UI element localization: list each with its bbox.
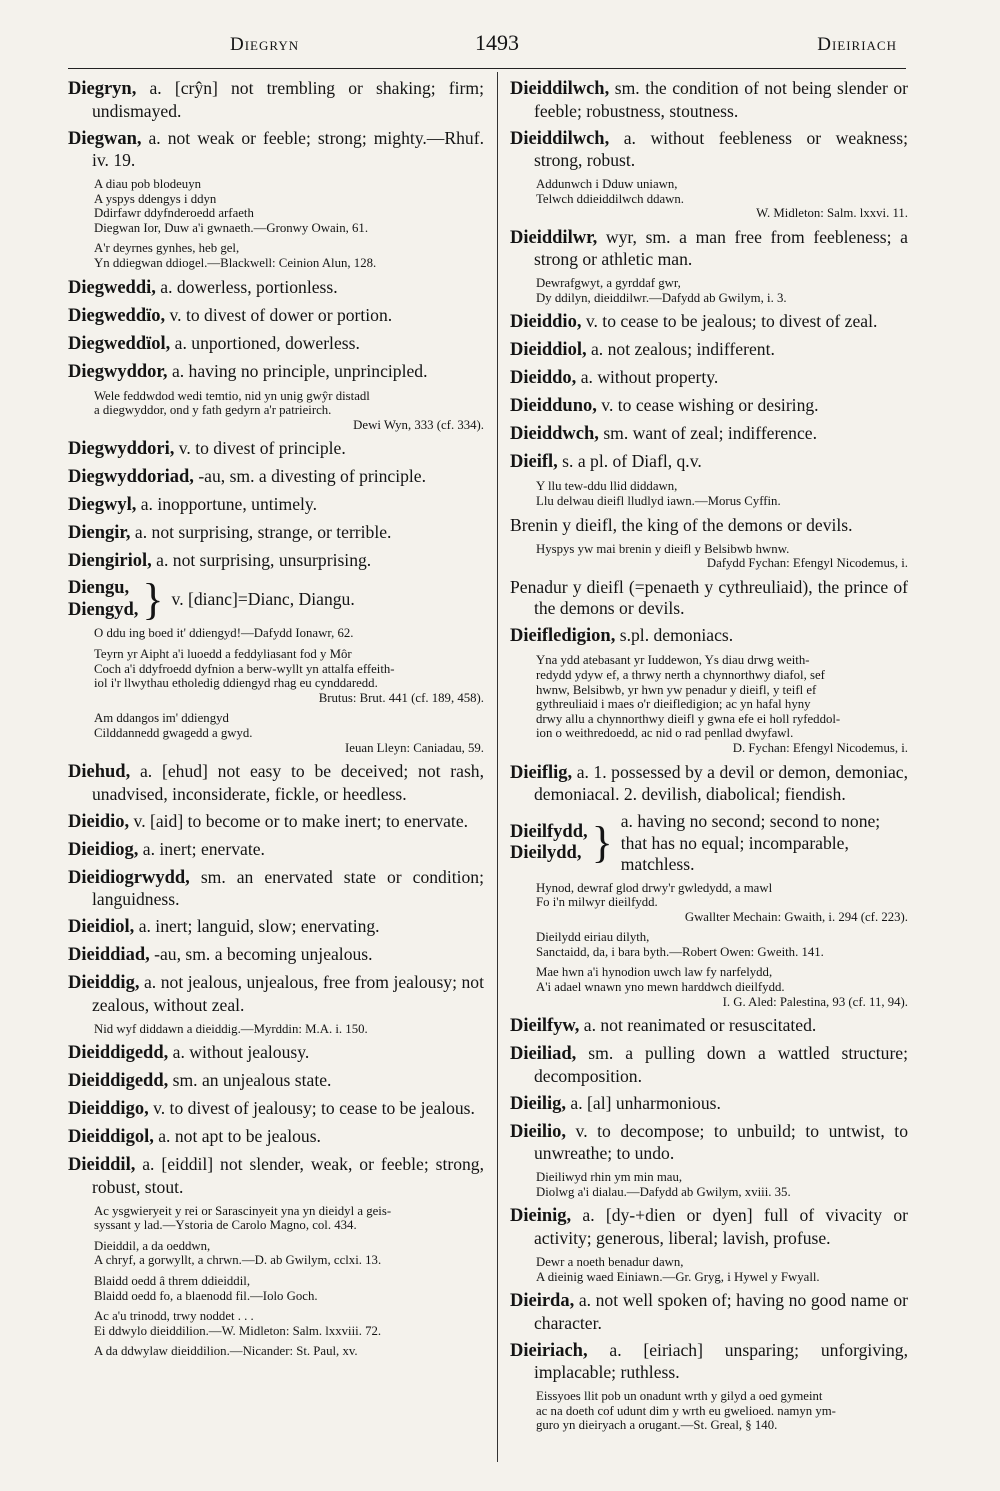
headword-group (510, 822, 588, 865)
quotation (536, 177, 908, 221)
definition: a. having no principle, unprincipled. (167, 360, 428, 381)
dictionary-entry (68, 438, 484, 461)
definition: a. unportioned, dowerless. (170, 332, 360, 353)
definition: a. without feebleness or weakness; strong, robust. (534, 127, 908, 170)
quotation-line: Ddirfawr ddyfnderoedd arfaeth (94, 206, 254, 221)
quotation-line: ac na doeth cof udunt dim y wrth eu gwelioed. namyn ym- (536, 1403, 836, 1418)
quotation-line: Yna ydd atebasant yr Iuddewon, Ys diau drwg weith- (536, 653, 810, 668)
headword: Dieiddio, (510, 312, 582, 333)
dictionary-entry (510, 339, 908, 362)
definition: a. [al] unharmonious. (566, 1092, 721, 1113)
definition: a. inert; languid, slow; enervating. (134, 916, 380, 937)
quotation (94, 241, 484, 270)
quotation (94, 389, 484, 433)
headword: Dieiddilwch, (510, 128, 610, 149)
quotation-source: D. Fychan: Efengyl Nicodemus, i. (732, 740, 908, 755)
definition: a. not apt to be jealous. (153, 1126, 321, 1147)
definition: -au, sm. a divesting of principle. (193, 466, 427, 487)
quotation-line: ion o weithredoedd, ac nid o rad penllad dwyfawl. (536, 726, 794, 741)
right-column (510, 78, 908, 1439)
definition: v. [dianc]=Dianc, Diangu. (171, 589, 355, 610)
quotation (536, 479, 908, 508)
quotation-line: Eissyoes llit pob un onadunt wrth y gilyd a oed gymeint (536, 1389, 823, 1404)
quotation-source: A dieinig waed Einiawn.—Gr. Gryg, i Hywel y Fwyall. (536, 1269, 820, 1284)
quotation-line: redydd ydyw ef, a thrwy nerth a chynnorthwy diafol, sef (536, 667, 825, 682)
quotation (536, 542, 908, 571)
headword: Dieidiol, (68, 917, 135, 938)
definition: a. not surprising, strange, or terrible. (130, 522, 392, 543)
dictionary-entry (510, 1015, 908, 1038)
headword: Dieirda, (510, 1291, 575, 1312)
dictionary-entry (68, 811, 484, 834)
quotation-source: Llu delwau dieifl lludlyd iawn.—Morus Cyffin. (536, 494, 781, 509)
quotation (94, 647, 484, 705)
definition: a. [crŷn] not trembling or shaking; firm; undismayed. (92, 78, 484, 121)
headword: Diegweddïol, (68, 333, 171, 354)
definition: a. [ehud] not easy to be deceived; not rash, unadvised, inconsiderate, fickle, or heedless. (92, 761, 484, 804)
quotation-source: I. G. Aled: Palestina, 93 (cf. 11, 94). (722, 994, 908, 1009)
headword: Diegwyddoriad, (68, 467, 194, 488)
dictionary-entry (68, 1042, 484, 1065)
headword: Dieifledigion, (510, 626, 616, 647)
dictionary-entry (68, 972, 484, 1016)
headword: Dieilig, (510, 1093, 567, 1114)
left-column (68, 78, 484, 1365)
definition: a. inert; enervate. (138, 838, 265, 859)
quotation-source: syssant y lad.—Ystoria de Carolo Magno, col. 434. (94, 1218, 357, 1233)
quotation (94, 1344, 484, 1359)
definition: a. without property. (576, 367, 719, 388)
quotation (94, 177, 484, 235)
definition: a. [eiddil] not slender, weak, or feeble; strong, robust, stout. (92, 1154, 484, 1197)
quotation-line: A'r deyrnes gynhes, heb gel, (94, 241, 240, 256)
quotation-line: A yspys ddengys i ddyn (94, 191, 217, 206)
quotation-line: Hyspys yw mai brenin y dieifl y Belsibwb hwnw. (536, 541, 790, 556)
dictionary-entry (510, 227, 908, 271)
definition: wyr, sm. a man free from feebleness; a strong or athletic man. (534, 226, 908, 270)
definition: a. [eiriach] unsparing; unforgiving, implacable; ruthless. (534, 1339, 908, 1383)
quotation-line: Teyrn yr Aipht a'i luoedd a feddyliasant fod y Môr (94, 646, 352, 661)
headword: Dieiddigedd, (68, 1071, 169, 1092)
dictionary-entry (68, 944, 484, 967)
quotation-source: Brutus: Brut. 441 (cf. 189, 458). (318, 690, 484, 705)
dictionary-entry (68, 361, 484, 384)
headword: Diegwyddor, (68, 361, 168, 382)
quotation-line: Y llu tew-ddu llid diddawn, (536, 479, 678, 494)
headword: Diegwyl, (68, 495, 137, 516)
quotation-line: Fo i'n milwyr dieilfydd. (536, 895, 658, 910)
definition: s.pl. demoniacs. (615, 625, 734, 646)
quotation-source: Ei ddwylo dieiddilion.—W. Midleton: Salm. lxxviii. 72. (94, 1323, 382, 1338)
quotation-line: drwy allu a chynnorthwy dieifl y gwna efe ei holl ryfeddol- (536, 711, 841, 726)
dictionary-entry (510, 128, 908, 172)
headword: Diegweddïo, (68, 305, 166, 326)
quotation-line: Coch a'i ddyfroedd dyfnion a berw-wyllt yn attalfa effeith- (94, 661, 395, 676)
dictionary-entry (510, 367, 908, 390)
headword: Diengyd, (68, 599, 139, 620)
definition: a. inopportune, untimely. (136, 494, 317, 515)
dictionary-entry (510, 625, 908, 648)
headword: Dieiddigol, (68, 1127, 154, 1148)
header-last-word: Dieiriach (817, 34, 897, 55)
brace-glyph: } (142, 574, 164, 624)
definition: v. to cease wishing or desiring. (596, 395, 819, 416)
quotation-source: W. Midleton: Salm. lxxvi. 11. (756, 206, 908, 221)
dictionary-entry (68, 916, 484, 939)
dictionary-entry (68, 839, 484, 862)
quotation-line: Dieiliwyd rhin ym min mau, (536, 1170, 683, 1185)
dictionary-entry (510, 762, 908, 806)
quotation-source: Yn ddiegwan ddiogel.—Blackwell: Ceinion Alun, 128. (94, 255, 377, 270)
quotation (94, 1239, 484, 1268)
dictionary-entry (510, 395, 908, 418)
header-rule (68, 68, 906, 69)
dictionary-entry (510, 1093, 908, 1116)
dictionary-entry (68, 333, 484, 356)
quotation-line: Blaidd oedd â threm ddieiddil, (94, 1274, 251, 1289)
dictionary-entry (510, 811, 908, 876)
running-header (70, 28, 905, 64)
quotation-source: A da ddwylaw dieiddilion.—Nicander: St. Paul, xv. (94, 1344, 358, 1359)
definition: a. 1. possessed by a devil or demon, demoniac, demoniacal. 2. devilish, diabolical; fiendish. (534, 761, 908, 804)
quotation (536, 1170, 908, 1199)
dictionary-entry (510, 78, 908, 122)
headword: Dieiddiad, (68, 945, 150, 966)
quotation (536, 276, 908, 305)
headword: Diehud, (68, 762, 131, 783)
dictionary-entry (68, 1126, 484, 1149)
headword: Dieiliad, (510, 1044, 577, 1065)
headword: Dieinig, (510, 1206, 572, 1227)
quotation (94, 1022, 484, 1037)
definition: v. to decompose; to unbuild; to untwist, to unwreathe; to undo. (534, 1120, 908, 1164)
headword: Dieiddigo, (68, 1099, 149, 1120)
quotation-line: Dieilydd eiriau dilyth, (536, 930, 650, 945)
headword: Dieiddilwch, (510, 79, 610, 99)
page-number: 1493 (475, 30, 519, 55)
headword: Diegryn, (68, 79, 137, 99)
quotation-source: A chryf, a gorwyllt, a chrwn.—D. ab Gwilym, cclxi. 13. (94, 1253, 382, 1268)
dictionary-entry (510, 515, 908, 537)
definition: a. not surprising, unsurprising. (151, 550, 372, 571)
headword: Dieiddwch, (510, 424, 599, 445)
quotation-line: a diegwyddor, ond y fath gedyrn a'r patrieirch. (94, 403, 332, 418)
dictionary-entry (68, 1070, 484, 1093)
headword: Diengir, (68, 523, 131, 544)
dictionary-entry (510, 1043, 908, 1087)
headword: Dieidio, (68, 811, 130, 832)
headword: Dieilfyw, (510, 1016, 580, 1037)
quotation (94, 1204, 484, 1233)
dictionary-entry (68, 574, 484, 624)
quotation-line: Addunwch i Dduw uniawn, (536, 177, 678, 191)
quotation (536, 881, 908, 925)
dictionary-entry (68, 78, 484, 122)
quotation-line: gythreuliaid i maes o'r dieifledigion; ac yn hafal hyny (536, 697, 811, 712)
quotation (94, 1274, 484, 1303)
definition: a. not weak or feeble; strong; mighty.—Rhuf. iv. 19. (92, 127, 484, 170)
quotation-line: Wele feddwdod wedi temtio, nid yn unig gwŷr distadl (94, 388, 370, 403)
dictionary-entry (68, 1098, 484, 1121)
dictionary-entry (68, 761, 484, 805)
quotation-line: Dewrafgwyt, a gyrddaf gwr, (536, 276, 681, 291)
definition: Penadur y dieifl (=penaeth y cythreuliaid), the prince of the demons or devils. (510, 576, 908, 619)
quotation (94, 626, 484, 641)
headword: Dieiddo, (510, 368, 577, 389)
headword: Dieiddig, (68, 973, 140, 994)
quotation-source: Dafydd Fychan: Efengyl Nicodemus, i. (706, 556, 908, 571)
dictionary-entry (68, 277, 484, 300)
quotation-line: Telwch ddieiddilwch ddawn. (536, 191, 685, 206)
headword: Diegwyddori, (68, 439, 175, 460)
definition: s. a pl. of Diafl, q.v. (557, 451, 702, 472)
header-first-word: Diegryn (230, 34, 300, 55)
definition: sm. an unjealous state. (168, 1070, 332, 1091)
quotation-line: Ac ysgwieryeit y rei or Sarascinyeit yna yn dieidyl a geis- (94, 1203, 392, 1218)
quotation-line: Mae hwn a'i hynodion uwch law fy narfelydd, (536, 965, 773, 980)
dictionary-entry (510, 451, 908, 474)
headword-group (68, 578, 138, 621)
quotation-line: Cilddannedd gwagedd a gwyd. (94, 725, 253, 740)
dictionary-entry (68, 128, 484, 172)
headword: Dieiriach, (510, 1340, 588, 1361)
definition: v. to cease to be jealous; to divest of zeal. (581, 311, 878, 332)
headword: Diengiriol, (68, 551, 152, 572)
brace-glyph: } (591, 818, 613, 868)
definition: a. not reanimated or resuscitated. (579, 1015, 817, 1036)
column-divider (497, 72, 498, 1462)
quotation (536, 1255, 908, 1284)
dictionary-entry (68, 305, 484, 328)
headword: Dieidiogrwydd, (68, 867, 190, 888)
definition: sm. want of zeal; indifference. (598, 423, 817, 444)
headword: Dieidduno, (510, 396, 597, 417)
dictionary-entry (68, 522, 484, 545)
quotation-line: A'i adael wnawn yno mewn harddwch dieilfydd. (536, 980, 785, 995)
headword: Diegwan, (68, 128, 142, 149)
dictionary-entry (510, 423, 908, 446)
definition: a. [dy-+dien or dyen] full of vivacity or activity; generous, liberal; lavish, profuse. (534, 1205, 908, 1248)
quotation-source: Diegwan Ior, Duw a'i gwnaeth.—Gronwy Owain, 61. (94, 220, 369, 235)
quotation-source: Gwallter Mechain: Gwaith, i. 294 (cf. 223). (684, 909, 908, 924)
definition: a. not zealous; indifferent. (586, 339, 775, 360)
definition: -au, sm. a becoming unjealous. (149, 944, 373, 965)
dictionary-entry (68, 867, 484, 911)
dictionary-entry (510, 577, 908, 620)
definition: v. to divest of principle. (174, 438, 346, 459)
quotation-source: guro yn dieiryach a orugant.—St. Greal, § 140. (536, 1418, 778, 1433)
quotation (536, 930, 908, 959)
quotation-line: Ac a'u trinodd, trwy noddet . . . (94, 1309, 254, 1324)
dictionary-entry (68, 494, 484, 517)
definition: a. not well spoken of; having no good name or character. (534, 1290, 908, 1333)
definition: a. dowerless, portionless. (155, 276, 338, 297)
quotation-source: Nid wyf diddawn a dieiddig.—Myrddin: M.A. i. 150. (94, 1021, 368, 1036)
headword: Dieiflig, (510, 762, 573, 783)
dictionary-entry (68, 550, 484, 573)
dictionary-entry (510, 1205, 908, 1249)
definition: a. without jealousy. (168, 1042, 310, 1063)
quotation-source: Sanctaidd, da, i bara byth.—Robert Owen: Gweith. 141. (536, 944, 824, 959)
quotation (536, 965, 908, 1009)
definition: Brenin y dieifl, the king of the demons or devils. (510, 514, 853, 535)
dictionary-entry (68, 1154, 484, 1198)
definition: a. not jealous, unjealous, free from jealousy; not zealous, without zeal. (92, 972, 484, 1015)
definition: v. to divest of jealousy; to cease to be jealous. (148, 1098, 475, 1119)
headword: Diegweddi, (68, 277, 156, 298)
quotation-source: Ieuan Lleyn: Caniadau, 59. (345, 740, 484, 755)
quotation-line: Am ddangos im' ddiengyd (94, 711, 229, 726)
quotation (536, 1389, 908, 1433)
headword: Dieiddilwr, (510, 227, 598, 248)
headword: Dieilfydd, (510, 821, 588, 842)
headword: Dieilydd, (510, 843, 582, 864)
quotation-line: A diau pob blodeuyn (94, 177, 201, 191)
quotation-source: Dy ddilyn, dieiddilwr.—Dafydd ab Gwilym, i. 3. (536, 290, 787, 305)
definition: v. to divest of dower or portion. (165, 304, 393, 325)
dictionary-entry (68, 466, 484, 489)
quotation-line: iol i'r llwythau etholedig ddiengyd rhag eu cynddaredd. (94, 676, 378, 691)
dictionary-entry (510, 1121, 908, 1165)
quotation-line: Hynod, dewraf glod drwy'r gwledydd, a mawl (536, 880, 773, 895)
quotation-source: O ddu ing boed it' ddiengyd!—Dafydd Ionawr, 62. (94, 626, 354, 641)
quotation-source: Diolwg a'i dialau.—Dafydd ab Gwilym, xviii. 35. (536, 1184, 791, 1199)
dictionary-entry (510, 1290, 908, 1334)
quotation (536, 653, 908, 755)
quotation-line: Dieiddil, a da oeddwn, (94, 1238, 211, 1253)
dictionary-entry (510, 311, 908, 334)
quotation-source: Blaidd oedd fo, a blaenodd fil.—Iolo Goch. (94, 1288, 318, 1303)
headword: Dieilio, (510, 1121, 567, 1142)
definition: a. having no second; second to none; that has no equal; incomparable, matchless. (620, 811, 881, 874)
quotation-line: hwnw, Belsibwb, yr hwn yw penadur y dieifl, y teifl ef (536, 682, 817, 697)
definition: sm. an enervated state or condition; languidness. (92, 866, 484, 910)
headword: Dieidiog, (68, 839, 139, 860)
headword: Dieiddiol, (510, 340, 587, 361)
quotation (94, 711, 484, 755)
definition: sm. a pulling down a wattled structure; decomposition. (534, 1043, 908, 1086)
headword: Dieiddil, (68, 1155, 136, 1176)
dictionary-entry (510, 1340, 908, 1384)
headword: Dieiddigedd, (68, 1043, 169, 1064)
headword: Dieifl, (510, 452, 558, 473)
quotation-source: Dewi Wyn, 333 (cf. 334). (353, 417, 484, 432)
definition: v. [aid] to become or to make inert; to enervate. (129, 810, 469, 831)
quotation (94, 1309, 484, 1338)
quotation-line: Dewr a noeth benadur dawn, (536, 1254, 684, 1269)
definition: sm. the condition of not being slender or feeble; robustness, stoutness. (534, 78, 908, 121)
headword: Diengu, (68, 578, 130, 599)
